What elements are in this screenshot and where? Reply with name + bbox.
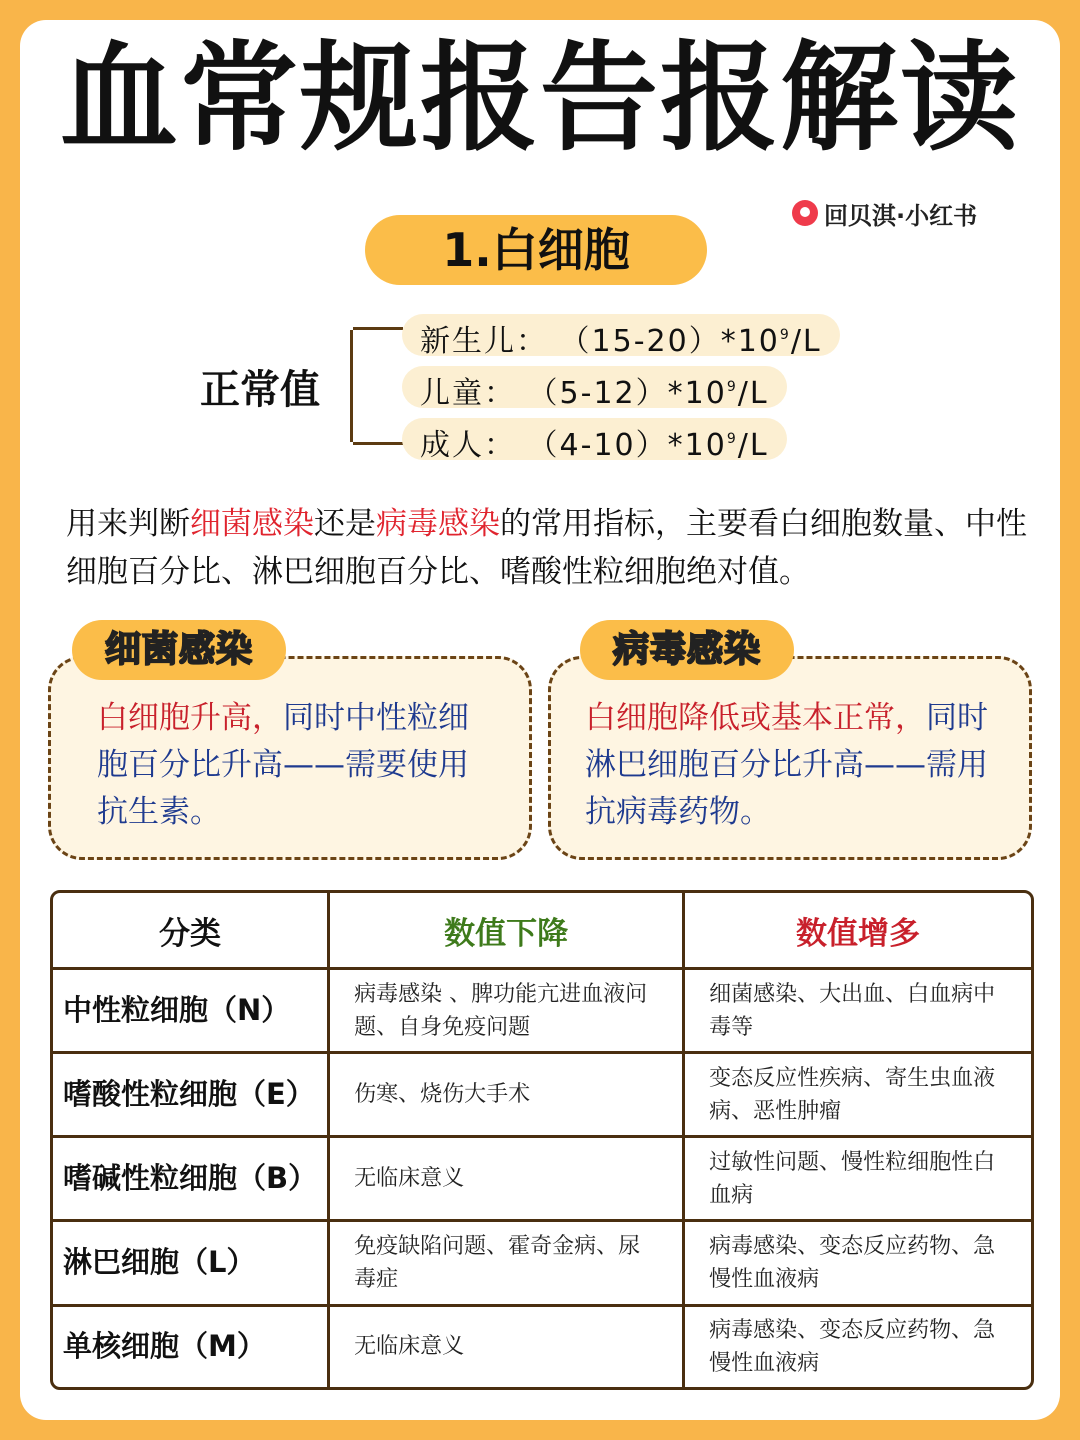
header-category: 分类	[53, 893, 330, 970]
row-decrease: 无临床意义	[330, 1307, 685, 1388]
row-increase: 细菌感染、大出血、白血病中毒等	[685, 970, 1031, 1054]
row-increase: 病毒感染、变态反应药物、急慢性血液病	[685, 1222, 1031, 1306]
header-decrease: 数值下降	[330, 893, 685, 970]
table-row	[53, 1307, 1031, 1388]
range-group: 新生儿：	[420, 324, 548, 359]
range-group: 成人：	[420, 428, 516, 463]
range-exponent: 9	[779, 327, 791, 343]
desc-highlight-viral: 病毒感染	[376, 506, 500, 542]
row-category: 单核细胞（M）	[53, 1307, 330, 1388]
row-category: 中性粒细胞（N）	[53, 970, 330, 1054]
row-category: 嗜酸性粒细胞（E）	[53, 1054, 330, 1138]
row-decrease: 无临床意义	[330, 1138, 685, 1222]
bracket-divider	[350, 330, 403, 442]
row-increase: 变态反应性疾病、寄生虫血液病、恶性肿瘤	[685, 1054, 1031, 1138]
watermark	[792, 196, 977, 230]
card-red-text: 白细胞降低或基本正常，	[585, 700, 926, 736]
table-row	[53, 970, 1031, 1054]
range-exponent: 9	[726, 379, 738, 395]
range-child	[402, 366, 787, 411]
normal-value-label: 正常值	[200, 367, 320, 413]
range-value: （15-20）*10	[559, 324, 780, 359]
card-blue-text: 同时淋巴细胞百分比升高——需用抗病毒药物。	[585, 700, 988, 830]
desc-highlight-bacterial: 细菌感染	[190, 506, 314, 542]
range-newborn	[402, 314, 840, 359]
range-value: （4-10）*10	[527, 428, 727, 463]
table-row	[53, 1222, 1031, 1306]
row-increase: 病毒感染、变态反应药物、急慢性血液病	[709, 1317, 996, 1376]
desc-text: 用来判断	[66, 506, 190, 542]
table-row	[53, 1054, 1031, 1138]
bacterial-card	[48, 656, 532, 860]
desc-text: 还是	[314, 506, 376, 542]
range-exponent: 9	[726, 431, 738, 447]
row-decrease: 伤寒、烧伤大手术	[330, 1054, 685, 1138]
range-value: （5-12）*10	[527, 376, 727, 411]
range-adult	[402, 418, 787, 463]
range-group: 儿童：	[420, 376, 516, 411]
row-category: 淋巴细胞（L）	[53, 1222, 330, 1306]
card-blue-text: 同时中性粒细胞百分比升高——需要使用抗生素。	[97, 700, 469, 830]
viral-tag: 病毒感染	[580, 620, 794, 680]
xiaohongshu-pin-icon	[792, 200, 818, 226]
page-title: 血常规报告报解读	[59, 29, 1020, 167]
range-unit: /L	[737, 376, 769, 411]
description-paragraph	[66, 500, 1046, 596]
table-header-row	[53, 893, 1031, 970]
viral-card-text	[585, 695, 1005, 836]
desc-text: 的常用指标，主要看白细胞数量、中性细胞百分比、淋巴细胞百分比、嗜酸性粒细胞绝对值。	[66, 506, 1027, 590]
watermark-text: 回贝淇·小红书	[824, 201, 978, 230]
range-unit: /L	[790, 324, 822, 359]
card-red-text: 白细胞升高，	[97, 700, 283, 736]
table-row	[53, 1138, 1031, 1222]
section-title: 1.白细胞	[365, 215, 707, 285]
classification-table	[50, 890, 1034, 1390]
row-category: 嗜碱性粒细胞（B）	[53, 1138, 330, 1222]
row-decrease: 免疫缺陷问题、霍奇金病、尿毒症	[330, 1222, 685, 1306]
row-decrease: 病毒感染 、脾功能亢进血液问题、自身免疫问题	[330, 970, 685, 1054]
bacterial-card-text	[97, 695, 497, 836]
header-increase: 数值增多	[685, 893, 1031, 970]
bacterial-tag: 细菌感染	[72, 620, 286, 680]
viral-card	[548, 656, 1032, 860]
row-increase: 过敏性问题、慢性粒细胞性白血病	[685, 1138, 1031, 1222]
range-unit: /L	[737, 428, 769, 463]
